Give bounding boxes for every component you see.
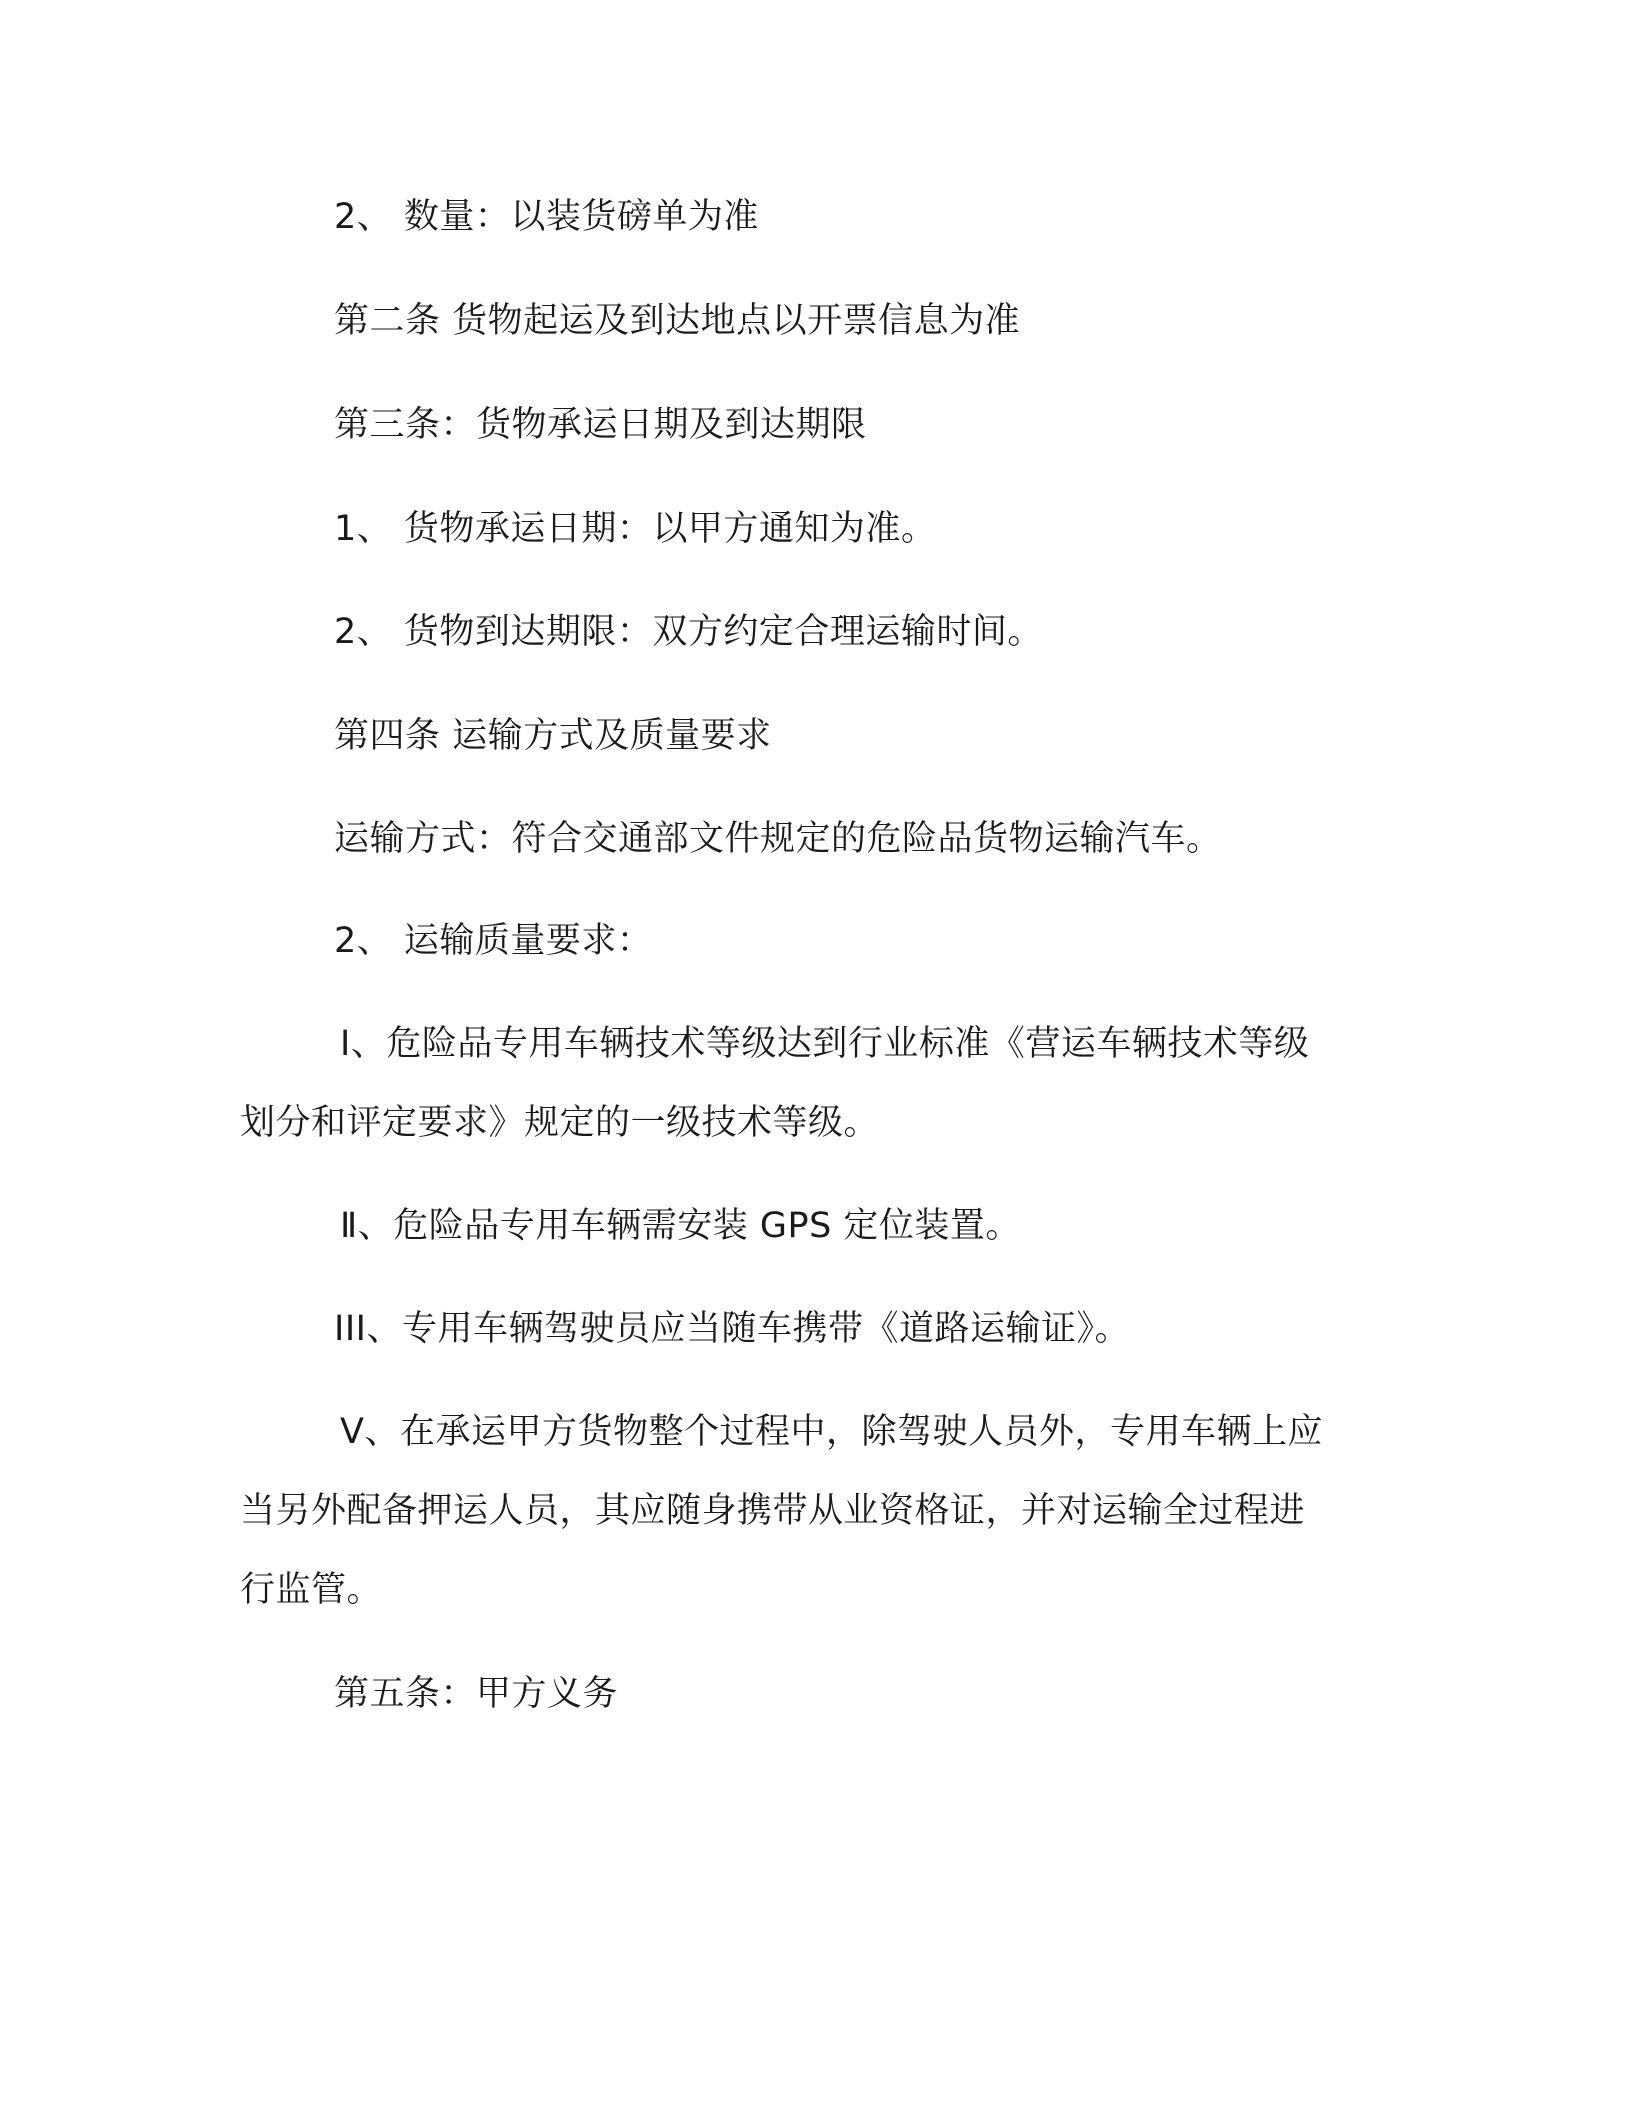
item-two: Ⅱ、危险品专用车辆需安装 GPS 定位装置。	[340, 1206, 1021, 1246]
item-five-line-3: 行监管。	[240, 1570, 383, 1610]
item-five-line-1: Ⅴ、在承运甲方货物整个过程中，除驾驶人员外，专用车辆上应	[340, 1412, 1323, 1452]
article-four-heading: 第四条 运输方式及质量要求	[334, 716, 772, 756]
item-one-line-1: Ⅰ、危险品专用车辆技术等级达到行业标准《营运车辆技术等级	[340, 1024, 1310, 1064]
item-five-line-2: 当另外配备押运人员，其应随身携带从业资格证，并对运输全过程进	[240, 1491, 1306, 1531]
clause-quality-requirements: 2、 运输质量要求：	[334, 921, 653, 961]
article-three-heading: 第三条：货物承运日期及到达期限	[334, 405, 867, 445]
article-five-heading: 第五条：甲方义务	[334, 1674, 619, 1714]
item-three: III、专用车辆驾驶员应当随车携带《道路运输证》。	[334, 1309, 1130, 1349]
item-one-line-2: 划分和评定要求》规定的一级技术等级。	[240, 1103, 880, 1143]
article-two-heading: 第二条 货物起运及到达地点以开票信息为准	[334, 301, 1021, 341]
clause-shipping-date: 1、 货物承运日期：以甲方通知为准。	[334, 509, 937, 549]
clause-quantity: 2、 数量：以装货磅单为准	[334, 197, 759, 237]
clause-arrival-deadline: 2、 货物到达期限：双方约定合理运输时间。	[334, 612, 1043, 652]
clause-transport-method: 运输方式：符合交通部文件规定的危险品货物运输汽车。	[334, 819, 1222, 859]
